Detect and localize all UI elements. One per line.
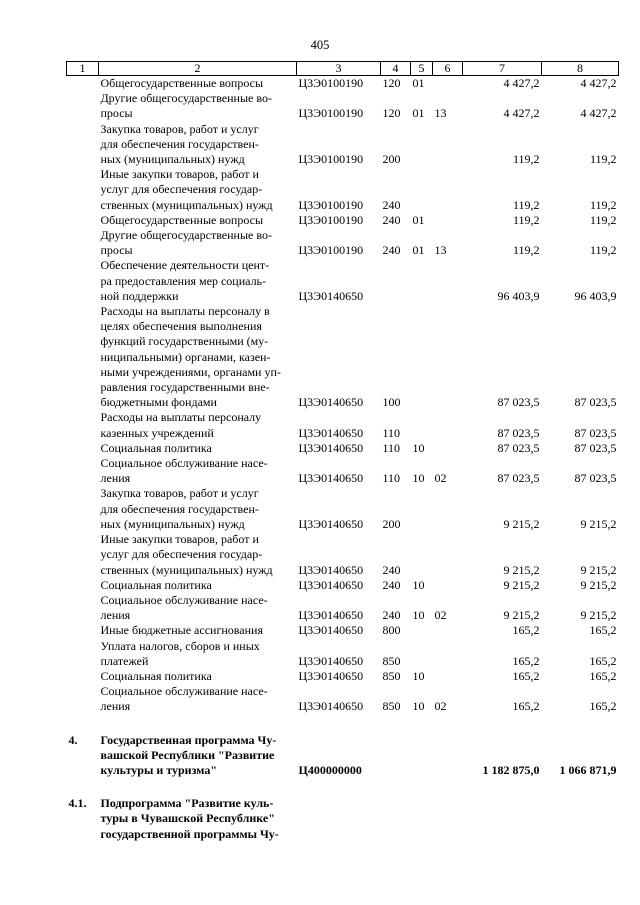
table-row [67,213,619,228]
amount-col7-cell: 9 215,2 [503,577,540,592]
subsection-cell [433,76,463,92]
row-name-line: ной поддержки [100,288,179,303]
table-row [67,796,619,842]
row-number-cell [67,486,99,532]
subsection-cell: 02 [434,471,447,486]
row-number-cell [67,76,99,92]
row-name-line: Закупка товаров, работ и услуг [100,121,259,136]
header-col-3: 3 [297,62,381,76]
table-row [67,684,619,714]
section-cell: 01 [412,76,425,90]
row-name-line: туры в Чувашской Республике" [100,811,275,826]
header-col-7: 7 [463,62,542,76]
section-cell [411,122,433,168]
header-row [67,62,619,76]
amount-col8-cell: 165,2 [589,668,617,683]
amount-col8-cell: 165,2 [589,699,617,714]
expense-type-cell: 120 [382,106,401,121]
amount-col7-cell: 165,2 [512,668,540,683]
target-code-cell: Ц3Э0100190 [298,197,364,212]
expense-type-cell: 850 [382,653,401,668]
amount-col8-cell: 87 023,5 [574,471,617,486]
table-row [67,532,619,578]
subsection-cell [433,578,463,593]
subsection-cell [433,669,463,684]
subsection-cell [433,486,463,532]
row-name-line: ра предоставления мер социаль- [100,273,267,288]
amount-col7-cell: 165,2 [512,623,540,638]
amount-col7-cell: 165,2 [512,699,540,714]
row-name-line: вашской Республики "Развитие [100,747,275,762]
expense-type-cell: 200 [382,516,401,531]
amount-col7-cell: 119,2 [512,243,540,258]
section-cell: 01 [412,212,425,227]
amount-col8-cell: 96 403,9 [574,288,617,303]
amount-col7-cell: 87 023,5 [497,395,540,410]
table-row [67,733,619,779]
section-cell [411,486,433,532]
expense-type-cell: 240 [382,608,401,623]
row-name-line: Другие общегосударственные во- [100,91,272,106]
row-name-line: функций государственными (му- [100,334,269,349]
row-name-line: платежей [100,653,149,668]
row-name-line: ниципальными) органами, казен- [100,349,271,364]
row-number-cell [67,410,99,440]
amount-col7-cell: 9 215,2 [503,562,540,577]
row-name-cell [99,578,297,593]
amount-col7-cell: 119,2 [512,197,540,212]
expense-type-cell: 850 [382,668,401,683]
row-name-line: Другие общегосударственные во- [100,228,272,243]
row-name-line: Социальное обслуживание насе- [100,592,268,607]
table-row [67,486,619,532]
row-name-line: Подпрограмма "Развитие куль- [100,796,274,811]
row-name-cell [99,593,297,623]
section-cell [411,304,433,410]
amount-col7-cell: 165,2 [512,653,540,668]
subsection-cell [433,410,463,440]
row-name-line: ными учреждениями, органами уп- [100,364,281,379]
subsection-cell [433,733,463,779]
target-code-cell: Ц3Э0140650 [298,668,364,683]
row-number-cell: 4. [68,732,78,747]
expense-type-cell [381,796,411,842]
table-row [67,228,619,258]
amount-col8-cell: 9 215,2 [580,577,617,592]
amount-col8-cell: 4 427,2 [580,106,617,121]
expense-type-cell: 240 [382,562,401,577]
section-cell: 10 [412,577,425,592]
row-name-line: ных (муниципальных) нужд [100,516,245,531]
expense-type-cell: 110 [382,440,401,455]
row-name-line: культуры и туризма" [100,762,217,777]
row-number-cell [67,623,99,638]
row-number-cell [67,122,99,168]
spacer-row [67,778,619,796]
row-number-cell [67,639,99,669]
expense-type-cell: 240 [382,197,401,212]
expense-type-cell: 120 [382,76,401,90]
row-name-cell [99,733,297,779]
row-name-line: Социальная политика [100,577,212,592]
expense-type-cell: 800 [382,623,401,638]
table-row [67,304,619,410]
target-code-cell: Ц3Э0140650 [298,699,364,714]
table-row [67,578,619,593]
row-name-line: Социальная политика [100,440,212,455]
row-name-cell [99,441,297,456]
row-name-line: Государственная программа Чу- [100,732,277,747]
table-row [67,623,619,638]
target-code-cell: Ц3Э0140650 [298,653,364,668]
row-name-line: казенных учреждений [100,425,214,440]
row-name-cell [99,167,297,213]
row-name-line: Уплата налогов, сборов и иных [100,638,260,653]
subsection-cell [433,532,463,578]
row-number-cell [67,593,99,623]
subsection-cell [433,213,463,228]
header-col-5: 5 [411,62,433,76]
header-col-1: 1 [67,62,99,76]
amount-col7-cell: 119,2 [512,152,540,167]
row-name-cell [99,456,297,486]
row-name-line: Социальное обслуживание насе- [100,684,268,699]
row-name-cell [99,228,297,258]
subsection-cell [433,304,463,410]
table-row [67,91,619,121]
row-name-line: государственной программы Чу- [100,826,279,841]
row-number-cell [67,441,99,456]
amount-col7-cell: 9 215,2 [503,608,540,623]
section-cell [411,639,433,669]
row-number-cell [67,258,99,304]
subsection-cell [433,639,463,669]
section-cell: 01 [412,106,425,121]
row-name-line: ных (муниципальных) нужд [100,152,245,167]
row-name-line: целях обеспечения выполнения [100,319,262,334]
target-code-cell: Ц400000000 [298,762,362,777]
row-number-cell [67,213,99,228]
row-name-cell [99,486,297,532]
amount-col7-cell: 119,2 [512,212,540,227]
row-name-line: Социальное обслуживание насе- [100,456,268,471]
target-code-cell: Ц3Э0140650 [298,608,364,623]
subsection-cell: 13 [434,106,447,121]
row-name-line: ления [100,608,131,623]
amount-col8-cell: 87 023,5 [574,395,617,410]
row-name-line: Обеспечение деятельности цент- [100,258,270,273]
row-number-cell [67,456,99,486]
row-name-cell [99,410,297,440]
row-name-line: услуг для обеспечения государ- [100,182,263,197]
expense-type-cell: 110 [382,425,401,440]
expense-type-cell: 850 [382,699,401,714]
row-name-line: Закупка товаров, работ и услуг [100,486,259,501]
amount-col8-cell: 119,2 [589,243,617,258]
subsection-cell [433,623,463,638]
subsection-cell [433,167,463,213]
subsection-cell [433,796,463,842]
expense-type-cell: 110 [382,471,401,486]
subsection-cell: 13 [434,243,447,258]
row-number-cell [67,304,99,410]
amount-col8-cell: 9 215,2 [580,562,617,577]
row-name-cell [99,532,297,578]
row-name-cell [99,684,297,714]
target-code-cell: Ц3Э0140650 [298,395,364,410]
amount-col8-cell: 4 427,2 [580,76,617,90]
amount-col7-cell: 9 215,2 [503,516,540,531]
row-name-line: ления [100,699,131,714]
header-col-6: 6 [433,62,463,76]
row-name-line: Расходы на выплаты персоналу в [100,304,270,319]
amount-col8-cell: 9 215,2 [580,516,617,531]
row-name-cell [99,639,297,669]
target-code-cell: Ц3Э0100190 [298,76,364,90]
row-name-line: для обеспечения государствен- [100,501,259,516]
section-cell [411,532,433,578]
amount-col8-cell: 9 215,2 [580,608,617,623]
row-name-line: просы [100,106,133,121]
row-name-cell [99,304,297,410]
row-name-line: равления государственными вне- [100,380,270,395]
row-name-cell [99,76,297,92]
row-number-cell [67,578,99,593]
expense-type-cell [381,258,411,304]
amount-col8-cell: 1 066 871,9 [559,762,617,777]
row-name-line: Иные закупки товаров, работ и [100,532,259,547]
row-name-line: для обеспечения государствен- [100,136,259,151]
subsection-cell [433,258,463,304]
table-row [67,76,619,92]
header-col-4: 4 [381,62,411,76]
amount-col7-cell: 87 023,5 [497,440,540,455]
row-name-line: Иные закупки товаров, работ и [100,167,259,182]
amount-col7-cell: 87 023,5 [497,425,540,440]
expense-type-cell: 240 [382,577,401,592]
spacer-cell [67,715,619,733]
row-name-cell [99,122,297,168]
row-number-cell [67,228,99,258]
row-name-line: Общегосударственные вопросы [100,76,264,90]
row-number-cell [67,684,99,714]
target-code-cell: Ц3Э0140650 [298,425,364,440]
row-name-line: ственных (муниципальных) нужд [100,197,273,212]
section-cell: 10 [412,471,425,486]
section-cell [411,623,433,638]
target-code-cell: Ц3Э0140650 [298,623,364,638]
table-row [67,122,619,168]
table-row [67,410,619,440]
subsection-cell: 02 [434,608,447,623]
row-name-cell [99,91,297,121]
amount-col8-cell: 119,2 [589,212,617,227]
table-row [67,258,619,304]
section-cell [411,410,433,440]
section-cell: 01 [412,243,425,258]
target-code-cell [297,796,381,842]
row-number-cell [67,669,99,684]
table-row [67,167,619,213]
spacer-cell [67,778,619,796]
target-code-cell: Ц3Э0140650 [298,562,364,577]
target-code-cell: Ц3Э0140650 [298,440,364,455]
expense-type-cell [381,733,411,779]
spacer-row [67,715,619,733]
amount-col7-cell: 96 403,9 [497,288,540,303]
expense-type-cell: 240 [382,243,401,258]
expense-type-cell: 100 [382,395,401,410]
amount-col7-cell: 4 427,2 [503,76,540,90]
row-name-line: Социальная политика [100,668,212,683]
row-name-cell [99,796,297,842]
row-name-line: Расходы на выплаты персоналу [100,410,262,425]
amount-col7-cell: 87 023,5 [497,471,540,486]
amount-col8-cell: 165,2 [589,653,617,668]
target-code-cell: Ц3Э0100190 [298,106,364,121]
row-number-cell [67,91,99,121]
target-code-cell: Ц3Э0100190 [298,243,364,258]
row-name-line: ственных (муниципальных) нужд [100,562,273,577]
target-code-cell: Ц3Э0100190 [298,212,364,227]
target-code-cell: Ц3Э0140650 [298,288,364,303]
row-name-line: Иные бюджетные ассигнования [100,623,263,638]
expense-type-cell: 240 [382,212,401,227]
section-cell [411,796,433,842]
header-col-8: 8 [542,62,619,76]
subsection-cell: 02 [434,699,447,714]
amount-col7-cell: 1 182 875,0 [482,762,540,777]
row-name-line: просы [100,243,133,258]
target-code-cell: Ц3Э0140650 [298,516,364,531]
table-row [67,441,619,456]
section-cell: 10 [412,668,425,683]
section-cell [411,258,433,304]
target-code-cell: Ц3Э0140650 [298,577,364,592]
row-name-line: услуг для обеспечения государ- [100,547,263,562]
section-cell: 10 [412,440,425,455]
table-row [67,593,619,623]
header-col-2: 2 [99,62,297,76]
amount-col8-cell: 87 023,5 [574,440,617,455]
row-name-line: ления [100,471,131,486]
subsection-cell [433,122,463,168]
amount-col7-cell: 4 427,2 [503,106,540,121]
row-number-cell [67,532,99,578]
amount-col8-cell: 119,2 [589,197,617,212]
row-name-line: Общегосударственные вопросы [100,212,264,227]
amount-col8-cell: 87 023,5 [574,425,617,440]
amount-col7-cell [463,796,542,842]
row-number-cell: 4.1. [68,796,87,811]
target-code-cell: Ц3Э0100190 [298,152,364,167]
subsection-cell [433,441,463,456]
section-cell: 10 [412,699,425,714]
row-name-cell [99,213,297,228]
table-row [67,669,619,684]
table-row [67,456,619,486]
budget-table [66,61,619,842]
amount-col8-cell [542,796,619,842]
section-cell [411,167,433,213]
target-code-cell: Ц3Э0140650 [298,471,364,486]
section-cell: 10 [412,608,425,623]
amount-col8-cell: 165,2 [589,623,617,638]
page-number: 405 [310,38,330,52]
row-name-cell [99,669,297,684]
row-number-cell [67,167,99,213]
row-name-cell [99,623,297,638]
row-name-cell [99,258,297,304]
expense-type-cell: 200 [382,152,401,167]
section-cell [411,733,433,779]
row-name-line: бюджетными фондами [100,395,217,410]
table-row [67,639,619,669]
amount-col8-cell: 119,2 [589,152,617,167]
